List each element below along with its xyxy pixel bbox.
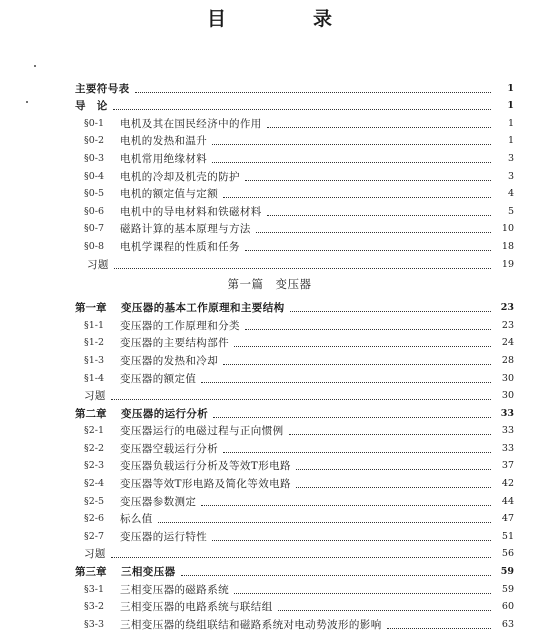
dot-leader (135, 91, 492, 93)
dot-leader (223, 363, 491, 365)
dot-leader (289, 433, 492, 435)
intro-section (0, 77, 539, 271)
toc-entry (0, 578, 539, 596)
section-number: 第三章 (75, 566, 107, 579)
section-number: §3-3 (84, 618, 105, 630)
toc-entry (0, 472, 539, 490)
page-number: 59 (500, 566, 514, 578)
toc-entry (0, 183, 539, 201)
toc-entry (0, 332, 539, 350)
toc-entry-label (84, 460, 291, 472)
dot-leader (234, 345, 491, 347)
section-number: §0-4 (84, 170, 105, 182)
entry-title: 变压器的运行特性 (120, 530, 208, 543)
toc-entry-label (87, 259, 109, 271)
page-number: 28 (501, 354, 514, 366)
entry-title: 电机的额定值与定额 (120, 188, 219, 201)
entry-title: 变压器的运行分析 (121, 407, 209, 420)
page-number: 37 (501, 460, 514, 472)
dot-leader (296, 468, 491, 470)
dot-leader (212, 161, 491, 163)
section-number: §0-8 (84, 240, 105, 252)
toc-entry-label (84, 478, 291, 490)
toc-entry (0, 253, 539, 271)
section-number: §1-1 (84, 319, 105, 331)
page-number: 1 (507, 117, 514, 129)
entry-title: 电机常用绝缘材料 (120, 152, 208, 165)
section-number: §0-7 (84, 223, 105, 235)
dot-leader (245, 179, 491, 181)
toc-entry (0, 165, 539, 183)
toc-entry-label (84, 355, 218, 367)
dot-leader (223, 451, 491, 453)
toc-entry-label (84, 206, 262, 218)
toc-entry-label (84, 188, 218, 200)
toc-entry-label (84, 601, 273, 613)
toc-entry (0, 490, 539, 508)
entry-title: 习题 (84, 390, 106, 403)
scan-speck (34, 65, 36, 67)
toc-entry (0, 218, 539, 236)
page-number: 59 (501, 583, 514, 595)
dot-leader (213, 416, 491, 418)
section-number: §0-3 (84, 152, 105, 164)
section-number: 第一章 (75, 302, 107, 315)
toc-entry (0, 455, 539, 473)
toc-entry-label (84, 135, 207, 147)
entry-title: 变压器的基本工作原理和主要结构 (121, 302, 285, 315)
page-title: 目 录 (206, 8, 366, 30)
entry-title: 变压器的工作原理和分类 (120, 319, 240, 332)
entry-title: 磁路计算的基本原理与方法 (120, 223, 251, 236)
toc-entry-label (75, 302, 285, 314)
toc-entry (0, 596, 539, 614)
entry-title: 主要符号表 (75, 82, 130, 95)
entry-title: 变压器运行的电磁过程与正向惯例 (120, 425, 284, 438)
toc-entry-label (84, 584, 229, 596)
toc-entry-label (84, 373, 196, 385)
entry-title: 习题 (84, 548, 106, 561)
toc-entry (0, 402, 539, 420)
entry-title: 习题 (87, 258, 109, 271)
toc-entry (0, 77, 539, 95)
entry-title: 变压器空载运行分析 (120, 442, 219, 455)
section-number: §0-2 (84, 135, 105, 147)
section-number: §2-3 (84, 460, 105, 472)
entry-title: 导 论 (75, 100, 108, 113)
toc-entry (0, 525, 539, 543)
section-number: §3-1 (84, 583, 105, 595)
entry-title: 三相变压器的绕组联结和磁路系统对电动势波形的影响 (120, 618, 382, 631)
toc-entry-label (84, 425, 284, 437)
toc-entry-label (84, 619, 382, 631)
page-number: 33 (501, 425, 514, 437)
toc-entry-label (84, 531, 207, 543)
dot-leader (267, 126, 491, 128)
entry-title: 变压器的主要结构部件 (120, 337, 229, 350)
toc-entry-label (84, 443, 218, 455)
dot-leader (158, 521, 491, 523)
page-number: 3 (507, 170, 514, 182)
dot-leader (256, 231, 491, 233)
dot-leader (113, 108, 491, 110)
toc-entry (0, 420, 539, 438)
page-number: 24 (501, 337, 514, 349)
toc-entry (0, 613, 539, 631)
page-number: 51 (501, 530, 514, 542)
toc-entry-label (75, 408, 208, 420)
toc-entry-label (84, 223, 251, 235)
section-number: §0-5 (84, 188, 105, 200)
section-number: §1-3 (84, 354, 105, 366)
dot-leader (114, 267, 491, 269)
page-number: 33 (500, 407, 514, 419)
entry-title: 电机的发热和温升 (120, 135, 208, 148)
page-number: 47 (501, 513, 514, 525)
toc-entry-label (84, 337, 229, 349)
toc-entry-label (75, 83, 130, 95)
dot-leader (278, 609, 491, 611)
toc-entry (0, 508, 539, 526)
dot-leader (111, 556, 491, 558)
toc-entry-label (84, 496, 196, 508)
toc-entry (0, 560, 539, 578)
section-number: §2-6 (84, 513, 105, 525)
dot-leader (111, 398, 491, 400)
page-number: 18 (501, 240, 514, 252)
toc-entry (0, 112, 539, 130)
toc-entry-label (84, 153, 207, 165)
page-number: 1 (507, 82, 514, 94)
page-number: 19 (501, 258, 514, 270)
section-number: §2-4 (84, 478, 105, 490)
toc-entry (0, 297, 539, 315)
entry-title: 变压器的发热和冷却 (120, 354, 219, 367)
toc-entry (0, 235, 539, 253)
part-heading: 第一篇 变压器 (227, 276, 312, 291)
section-number: §2-5 (84, 495, 105, 507)
entry-title: 变压器参数测定 (120, 495, 197, 508)
toc-entry (0, 95, 539, 113)
dot-leader (212, 539, 491, 541)
section-number: §3-2 (84, 601, 105, 613)
toc-entry-label (84, 548, 106, 560)
dot-leader (201, 381, 491, 383)
dot-leader (181, 574, 492, 576)
toc-entry-label (84, 390, 106, 402)
page-number: 56 (501, 548, 514, 560)
section-number: 第二章 (75, 407, 107, 420)
dot-leader (212, 143, 491, 145)
page-number: 63 (501, 618, 514, 630)
table-of-contents (0, 77, 539, 631)
toc-entry (0, 130, 539, 148)
entry-title: 电机及其在国民经济中的作用 (120, 117, 262, 130)
page-number: 10 (501, 223, 514, 235)
entry-title: 三相变压器 (121, 566, 176, 579)
entry-title: 标么值 (120, 513, 153, 526)
chapter-section (0, 297, 539, 631)
toc-entry (0, 385, 539, 403)
section-number: §1-4 (84, 372, 105, 384)
page-number: 23 (500, 302, 514, 314)
toc-entry-label (84, 171, 240, 183)
section-number: §1-2 (84, 337, 105, 349)
page-number: 1 (507, 100, 514, 112)
dot-leader (201, 504, 491, 506)
toc-entry (0, 437, 539, 455)
page-number: 30 (501, 390, 514, 402)
dot-leader (223, 196, 491, 198)
entry-title: 电机中的导电材料和铁磁材料 (120, 205, 262, 218)
page-number: 42 (501, 478, 514, 490)
toc-entry-label (75, 566, 176, 578)
page-number: 23 (501, 319, 514, 331)
dot-leader (234, 592, 491, 594)
dot-leader (290, 310, 492, 312)
dot-leader (267, 214, 491, 216)
page-number: 5 (507, 205, 514, 217)
entry-title: 三相变压器的磁路系统 (120, 583, 229, 596)
page-number: 4 (507, 188, 514, 200)
page-number: 60 (501, 601, 514, 613)
entry-title: 电机的冷却及机壳的防护 (120, 170, 240, 183)
toc-entry (0, 200, 539, 218)
toc-entry-label (84, 241, 240, 253)
page-number: 1 (507, 135, 514, 147)
dot-leader (296, 486, 491, 488)
toc-entry (0, 367, 539, 385)
toc-entry-label (84, 118, 262, 130)
section-number: §2-7 (84, 530, 105, 542)
toc-entry-label (84, 320, 240, 332)
page-number: 44 (501, 495, 514, 507)
toc-entry (0, 349, 539, 367)
entry-title: 三相变压器的电路系统与联结组 (120, 601, 273, 614)
section-number: §0-1 (84, 117, 105, 129)
entry-title: 变压器的额定值 (120, 372, 197, 385)
toc-entry (0, 147, 539, 165)
entry-title: 变压器等效T形电路及简化等效电路 (120, 478, 291, 491)
section-number: §2-1 (84, 425, 105, 437)
section-number: §0-6 (84, 205, 105, 217)
entry-title: 电机学课程的性质和任务 (120, 240, 240, 253)
toc-entry (0, 543, 539, 561)
toc-entry (0, 314, 539, 332)
page-number: 33 (501, 442, 514, 454)
page-number: 3 (507, 152, 514, 164)
section-number: §2-2 (84, 442, 105, 454)
entry-title: 变压器负载运行分析及等效T形电路 (120, 460, 291, 473)
page-number: 30 (501, 372, 514, 384)
dot-leader (245, 328, 491, 330)
dot-leader (245, 249, 491, 251)
toc-entry-label (75, 100, 108, 112)
toc-entry-label (84, 513, 153, 525)
